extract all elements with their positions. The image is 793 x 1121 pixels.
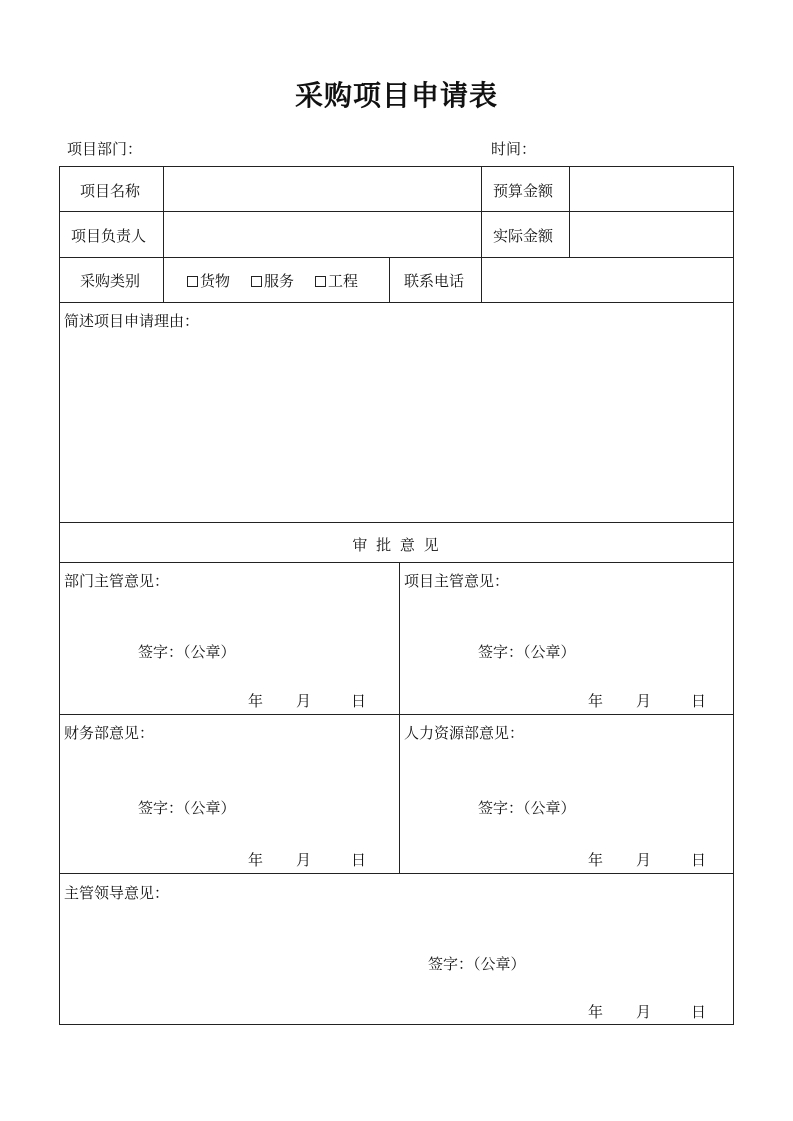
- table-border-right: [733, 166, 734, 1025]
- day-label: 日: [351, 851, 367, 869]
- signature-label: 签字：（公章）: [478, 643, 576, 661]
- option-label: 工程: [328, 272, 359, 290]
- month-label: 月: [296, 692, 312, 710]
- actual-amount-label: 实际金额: [493, 227, 554, 245]
- row-divider: [59, 714, 734, 715]
- day-label: 日: [691, 1003, 707, 1021]
- project-name-field[interactable]: [164, 167, 480, 211]
- month-label: 月: [636, 851, 652, 869]
- row-divider: [59, 302, 734, 303]
- month-label: 月: [636, 1003, 652, 1021]
- col-divider: [389, 257, 390, 302]
- department-label: 项目部门：: [67, 140, 143, 158]
- dept-manager-label: 部门主管意见：: [64, 572, 170, 590]
- table-border-bottom: [59, 1024, 734, 1025]
- project-owner-label: 项目负责人: [71, 227, 147, 245]
- option-label: 货物: [200, 272, 231, 290]
- year-label: 年: [588, 1003, 604, 1021]
- checkbox-icon[interactable]: [187, 276, 198, 287]
- project-owner-field[interactable]: [164, 212, 480, 257]
- table-border-left: [59, 166, 60, 1025]
- actual-amount-field[interactable]: [570, 212, 733, 257]
- contact-phone-label: 联系电话: [404, 272, 465, 290]
- option-label: 服务: [264, 272, 295, 290]
- finance-label: 财务部意见：: [64, 724, 155, 742]
- option-goods[interactable]: [187, 270, 230, 291]
- purchase-type-label: 采购类别: [80, 272, 141, 290]
- hr-label: 人力资源部意见：: [404, 724, 525, 742]
- row-divider: [59, 522, 734, 523]
- option-service[interactable]: [251, 270, 294, 291]
- project-manager-label: 项目主管意见：: [404, 572, 510, 590]
- year-label: 年: [248, 851, 264, 869]
- budget-amount-field[interactable]: [570, 167, 733, 211]
- reason-label: 简述项目申请理由：: [64, 312, 200, 330]
- day-label: 日: [691, 851, 707, 869]
- year-label: 年: [588, 851, 604, 869]
- leader-label: 主管领导意见：: [64, 884, 170, 902]
- reason-field[interactable]: [60, 332, 733, 520]
- option-engineering[interactable]: [315, 270, 358, 291]
- project-name-label: 项目名称: [80, 182, 141, 200]
- checkbox-icon[interactable]: [251, 276, 262, 287]
- signature-label: 签字：（公章）: [478, 799, 576, 817]
- row-divider: [59, 873, 734, 874]
- signature-label: 签字：（公章）: [138, 799, 236, 817]
- month-label: 月: [296, 851, 312, 869]
- day-label: 日: [691, 692, 707, 710]
- col-divider: [399, 562, 400, 873]
- month-label: 月: [636, 692, 652, 710]
- contact-phone-field[interactable]: [482, 258, 733, 302]
- page-title: 采购项目申请表: [294, 79, 498, 112]
- year-label: 年: [588, 692, 604, 710]
- time-label: 时间：: [491, 140, 537, 158]
- row-divider: [59, 562, 734, 563]
- year-label: 年: [248, 692, 264, 710]
- day-label: 日: [351, 692, 367, 710]
- signature-label: 签字：（公章）: [138, 643, 236, 661]
- budget-amount-label: 预算金额: [493, 182, 554, 200]
- approval-heading: 审 批 意 见: [352, 536, 441, 554]
- signature-label: 签字：（公章）: [428, 955, 526, 973]
- checkbox-icon[interactable]: [315, 276, 326, 287]
